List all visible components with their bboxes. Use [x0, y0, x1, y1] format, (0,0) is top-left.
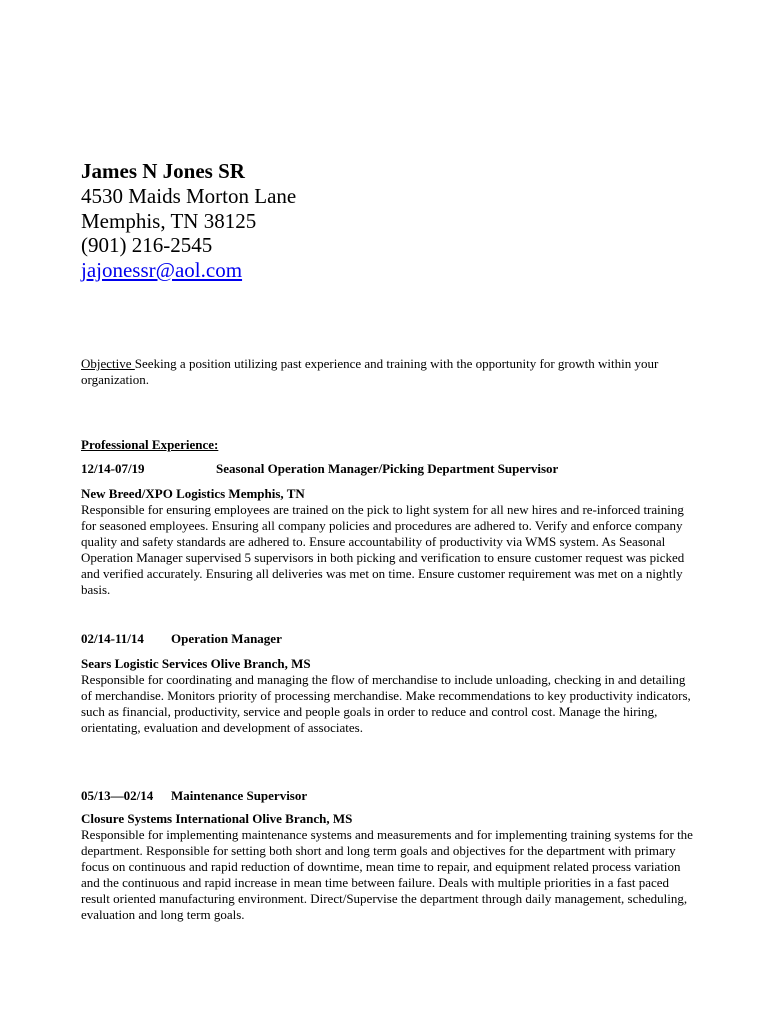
objective-label: Objective	[81, 356, 135, 371]
objective-text: Seeking a position utilizing past experience and training with the opportunity for growth within your organization.	[81, 356, 659, 387]
job-header	[81, 788, 307, 804]
job-dates: 12/14-07/19	[81, 461, 145, 476]
job-header	[81, 461, 558, 477]
candidate-name: James N Jones SR	[81, 159, 245, 183]
address-line-1: 4530 Maids Morton Lane	[81, 184, 297, 208]
job-title: Maintenance Supervisor	[171, 788, 308, 803]
email-link[interactable]: jajonessr@aol.com	[81, 258, 243, 282]
job-description: Responsible for implementing maintenance systems and measurements and for implementing training systems for the department. Responsible for setting both short and long term goals and objectives for the department with primary focus on continuous and rapid reduction of downtime, mean time to repair, and equipment related process variation and the continuous and rapid increase in mean time between failure. Deals with multiple priorities in a fast paced result oriented manufacturing environment. Direct/Supervise the department through daily management, scheduling, evaluation and long term goals.	[81, 827, 693, 922]
job-dates: 05/13—02/14	[81, 788, 154, 803]
phone-number: (901) 216-2545	[81, 233, 213, 257]
job-dates: 02/14-11/14	[81, 631, 144, 646]
job-header	[81, 631, 282, 647]
experience-heading: Professional Experience:	[81, 437, 219, 452]
job-company: Sears Logistic Services Olive Branch, MS	[81, 656, 311, 671]
job-description: Responsible for ensuring employees are trained on the pick to light system for all new hires and re-inforced training for seasoned employees. Ensuring all company policies and procedures are adhered to. Verify and enforce company quality and safety standards are adhered to. Ensure accountability of productivity via WMS system. As Seasonal Operation Manager supervised 5 supervisors in both picking and verification to ensure customer request was picked and verified accurately. Ensuring all deliveries was met on time. Ensure customer requirement was met on a nightly basis.	[81, 502, 685, 597]
address-line-2: Memphis, TN 38125	[81, 209, 257, 233]
job-title: Seasonal Operation Manager/Picking Department Supervisor	[216, 461, 559, 476]
job-company: Closure Systems International Olive Branch, MS	[81, 811, 353, 826]
job-title: Operation Manager	[171, 631, 282, 646]
objective-paragraph	[81, 356, 693, 388]
job-company: New Breed/XPO Logistics Memphis, TN	[81, 486, 305, 501]
job-description: Responsible for coordinating and managing the flow of merchandise to include unloading, checking in and detailing of merchandise. Monitors priority of processing merchandise. Make recommendations to key productivity indicators, such as financial, productivity, service and people goals in order to reduce and control cost. Manage the hiring, orientating, evaluation and development of associates.	[81, 672, 691, 735]
